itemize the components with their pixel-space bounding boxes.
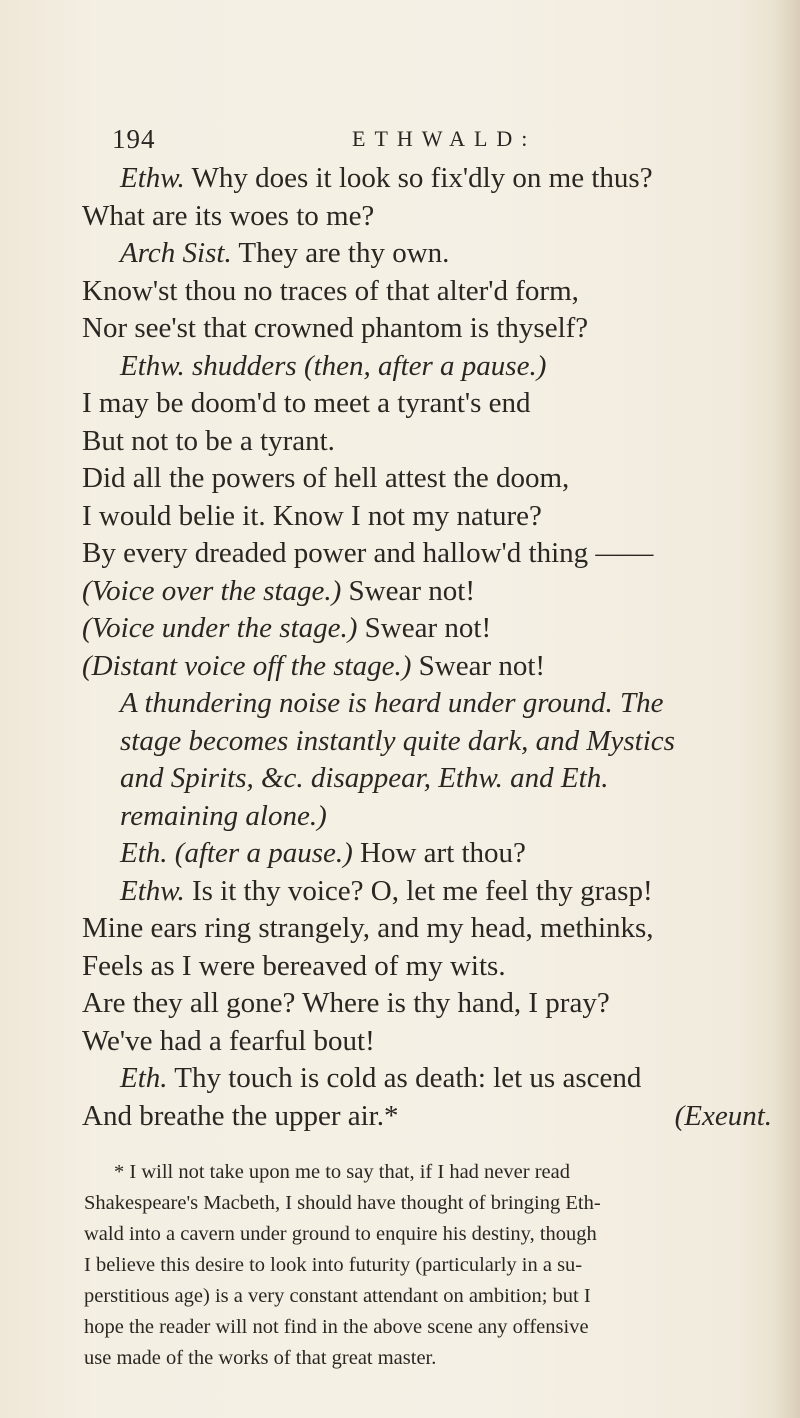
speaker-name: Eth. — [120, 837, 168, 869]
verse-text: We've had a fearful bout! — [82, 1024, 375, 1057]
footnote — [84, 1157, 774, 1374]
verse-text: Swear not! — [357, 612, 492, 644]
verse-line — [82, 160, 772, 198]
footnote-line: use made of the works of that great master. — [84, 1347, 437, 1369]
stage-direction: (after a pause.) — [167, 837, 353, 869]
verse-text: Know'st thou no traces of that alter'd form, — [82, 274, 579, 307]
play-text — [82, 160, 772, 1135]
verse-text: But not to be a tyrant. — [82, 424, 335, 457]
verse-text: Did all the powers of hell attest the doom, — [82, 462, 570, 494]
verse-text: Are they all gone? Where is thy hand, I pray? — [82, 987, 610, 1019]
page-edge-shadow — [774, 0, 800, 1418]
verse-text: Nor see'st that crowned phantom is thyself? — [82, 312, 589, 344]
verse-line — [82, 873, 772, 911]
verse-line — [82, 910, 772, 948]
verse-text: I would belie it. Know I not my nature? — [82, 499, 542, 532]
stage-direction: (Distant voice off the stage.) — [82, 649, 412, 682]
page-number: 194 — [112, 124, 156, 154]
verse-text: Swear not! — [341, 574, 475, 607]
verse-text: I may be doom'd to meet a tyrant's end — [82, 387, 531, 419]
speaker-name: Ethw. — [120, 162, 185, 194]
verse-text: They are thy own. — [231, 237, 450, 269]
verse-line — [82, 310, 772, 348]
verse-text: Is it thy voice? O, let me feel thy grasp! — [184, 874, 653, 907]
verse-line — [82, 610, 772, 648]
verse-line — [82, 348, 772, 386]
verse-text: Why does it look so fix'dly on me thus? — [184, 162, 653, 194]
verse-line — [82, 385, 772, 423]
verse-text: What are its woes to me? — [82, 199, 375, 232]
exit-direction: (Exeunt. — [674, 1099, 772, 1132]
verse-line — [82, 835, 772, 873]
page-header — [112, 124, 672, 160]
verse-text: Swear not! — [411, 649, 546, 682]
footnote-line: Shakespeare's Macbeth, I should have thought of bringing Eth- — [84, 1192, 601, 1214]
verse-text: How art thou? — [352, 837, 526, 869]
verse-line — [82, 423, 772, 461]
speaker-name: Eth. — [120, 1062, 168, 1094]
verse-text: Thy touch is cold as death: let us ascend — [167, 1062, 642, 1094]
footnote-line: I believe this desire to look into futurity (particularly in a su- — [84, 1254, 583, 1276]
footnote-line: wald into a cavern under ground to enquire his destiny, though — [84, 1223, 597, 1245]
stage-direction-line: A thundering noise is heard under ground. The — [120, 687, 664, 719]
footnote-line: perstitious age) is a very constant attendant on ambition; but I — [84, 1285, 591, 1307]
stage-direction: (then, after a pause.) — [296, 349, 547, 382]
stage-direction: (Voice over the stage.) — [82, 574, 342, 607]
footnote-line: * I will not take upon me to say that, if I had never read — [114, 1161, 570, 1183]
verse-line — [82, 235, 772, 273]
stage-direction: (Voice under the stage.) — [82, 612, 358, 644]
verse-line — [82, 985, 772, 1023]
verse-line — [82, 498, 772, 536]
footnote-line: hope the reader will not find in the above scene any offensive — [84, 1316, 589, 1338]
verse-line — [82, 1023, 772, 1061]
verse-line — [82, 1060, 772, 1098]
verse-line — [82, 535, 772, 573]
stage-direction-line: remaining alone.) — [120, 799, 327, 832]
verse-line — [82, 273, 772, 311]
verse-line — [82, 1098, 772, 1136]
verse-text: By every dreaded power and hallow'd thing —— — [82, 537, 654, 569]
verse-line — [82, 460, 772, 498]
verse-text: And breathe the upper air.* — [82, 1099, 399, 1132]
speaker-name: Ethw. shudders — [120, 349, 297, 382]
verse-line — [82, 573, 772, 611]
running-title: ETHWALD: — [352, 126, 537, 151]
verse-text: Feels as I were bereaved of my wits. — [82, 949, 506, 982]
verse-line — [82, 198, 772, 236]
speaker-name: Arch Sist. — [120, 237, 232, 269]
stage-direction-line: and Spirits, &c. disappear, Ethw. and Eth. — [120, 762, 609, 794]
stage-direction-line: stage becomes instantly quite dark, and Mystics — [120, 724, 675, 757]
verse-text: Mine ears ring strangely, and my head, methinks, — [82, 912, 654, 944]
speaker-name: Ethw. — [120, 874, 185, 907]
verse-line — [82, 948, 772, 986]
verse-line — [82, 648, 772, 686]
